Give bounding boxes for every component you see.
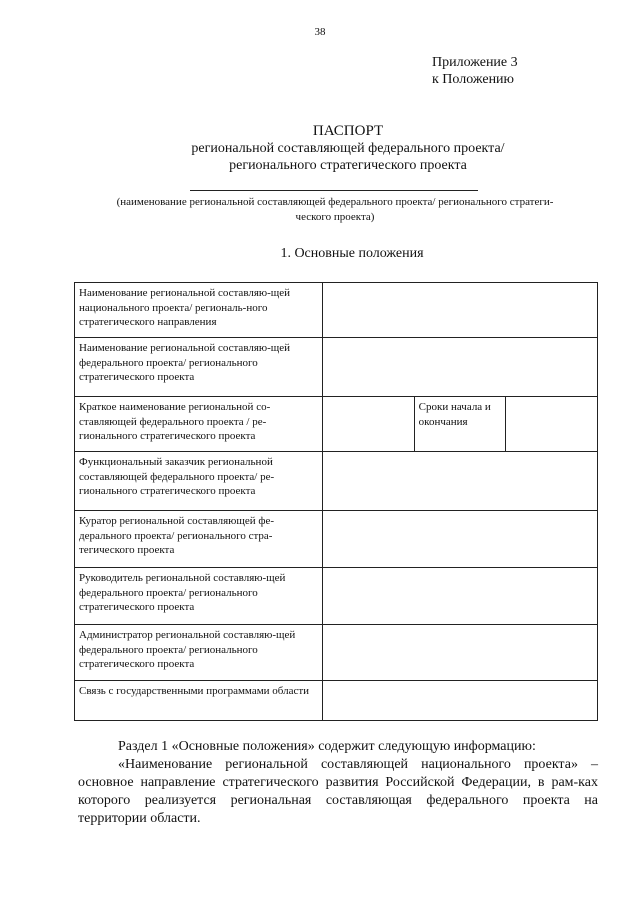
table-row-label: Руководитель региональной составляю-щей федерального проекта/ регионального стратегического проекта — [75, 568, 323, 625]
table-row-value — [323, 568, 598, 625]
table-row-label: Наименование региональной составляю-щей национального проекта/ региональ-ного стратегического направления — [75, 283, 323, 338]
appendix-line-1: Приложение 3 — [432, 55, 518, 70]
basic-provisions-table — [74, 282, 598, 721]
period-label: Сроки начала и окончания — [414, 397, 506, 452]
document-title: ПАСПОРТ — [312, 123, 384, 139]
appendix-reference — [432, 54, 518, 88]
table-row-value — [323, 625, 598, 681]
appendix-line-2: к Положению — [432, 72, 515, 87]
section-heading: 1. Основные положения — [280, 246, 424, 261]
document-subtitle-line-2: регионального стратегического проекта — [229, 158, 467, 173]
body-paragraph-1: Раздел 1 «Основные положения» содержит следующую информацию: — [118, 739, 536, 754]
body-paragraph-2: «Наименование региональной составляющей национального проекта» – основное направление стратегического развития Российской Федерации, в рам-ках которого реализуется региональная составляющая федерального проекта на территории области. — [78, 757, 598, 826]
caption-line-2: ческого проекта) — [295, 211, 375, 223]
table-row — [75, 568, 598, 625]
table-row-value — [323, 681, 598, 721]
table-row-value — [323, 511, 598, 568]
table-row — [75, 397, 598, 452]
document-subtitle-line-1: региональной составляющей федерального проекта/ — [191, 141, 505, 156]
caption-line-1: (наименование региональной составляющей федерального проекта/ регионального стратеги- — [116, 196, 554, 208]
table-row — [75, 511, 598, 568]
table-row — [75, 452, 598, 511]
table-row-label: Краткое наименование региональной со-ставляющей федерального проекта / ре-гионального стратегического проекта — [75, 397, 323, 452]
table-row-label: Администратор региональной составляю-щей федерального проекта/ регионального стратегического проекта — [75, 625, 323, 681]
project-name-blank-line — [190, 190, 478, 191]
table-row-label: Функциональный заказчик региональной составляющей федерального проекта/ ре-гионального стратегического проекта — [75, 452, 323, 511]
table-row — [75, 338, 598, 397]
project-name-caption — [70, 195, 600, 225]
table-row — [75, 681, 598, 721]
page-number: 38 — [314, 26, 326, 38]
document-title-block — [0, 122, 640, 174]
table-row-value — [323, 283, 598, 338]
period-value — [506, 397, 598, 452]
table-row-label: Связь с государственными программами области — [75, 681, 323, 721]
table-row-label: Наименование региональной составляю-щей федерального проекта/ регионального стратегического проекта — [75, 338, 323, 397]
table-row — [75, 283, 598, 338]
table-row-value — [323, 452, 598, 511]
table-row-label: Куратор региональной составляющей фе-дерального проекта/ регионального стра-тегического проекта — [75, 511, 323, 568]
table-row-value — [323, 338, 598, 397]
body-text — [78, 738, 598, 828]
short-name-value — [323, 397, 415, 452]
table-row — [75, 625, 598, 681]
